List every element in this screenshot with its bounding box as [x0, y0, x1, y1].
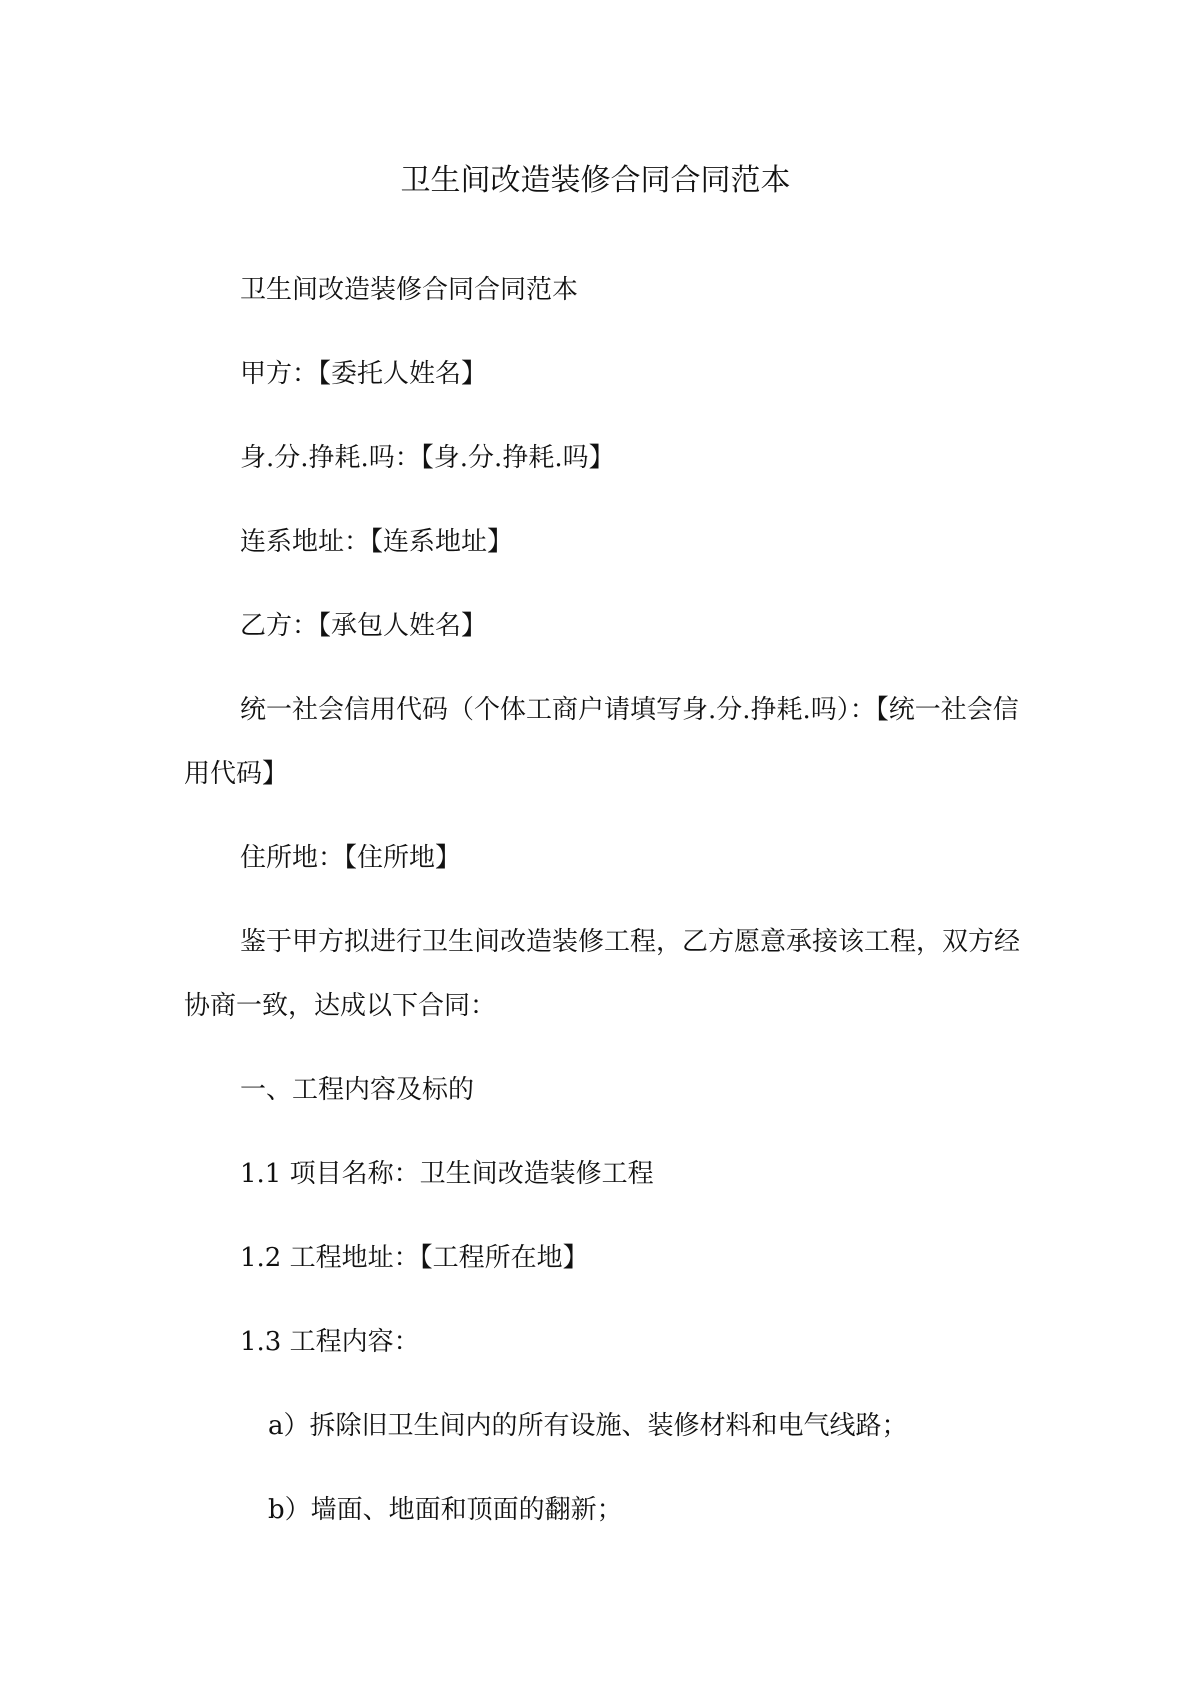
clause-1-1: 1.1 项目名称：卫生间改造装修工程 — [240, 1159, 654, 1189]
list-item-a: a）拆除旧卫生间内的所有设施、装修材料和电气线路； — [268, 1411, 908, 1441]
paragraph-credit-code: 统一社会信用代码（个体工商户请填写身.分.挣耗.吗）：【统一社会信用代码】 — [184, 695, 1019, 789]
paragraph-domicile: 住所地：【住所地】 — [240, 843, 462, 873]
paragraph-contact-address: 连系地址：【连系地址】 — [240, 527, 514, 557]
paragraph-subtitle: 卫生间改造装修合同合同范本 — [240, 275, 579, 305]
list-item-b: b）墙面、地面和顶面的翻新； — [268, 1495, 623, 1525]
section-heading-1: 一、工程内容及标的 — [240, 1075, 475, 1105]
clause-1-2: 1.2 工程地址：【工程所在地】 — [240, 1243, 589, 1273]
document-body — [184, 258, 1034, 1562]
paragraph-preamble: 鉴于甲方拟进行卫生间改造装修工程，乙方愿意承接该工程，双方经协商一致，达成以下合同： — [184, 927, 1021, 1021]
paragraph-party-a: 甲方：【委托人姓名】 — [240, 359, 488, 389]
document-title: 卫生间改造装修合同合同范本 — [400, 163, 791, 198]
paragraph-id-number: 身.分.挣耗.吗：【身.分.挣耗.吗】 — [240, 443, 615, 473]
paragraph-party-b: 乙方：【承包人姓名】 — [240, 611, 488, 641]
clause-1-3: 1.3 工程内容： — [240, 1327, 420, 1357]
